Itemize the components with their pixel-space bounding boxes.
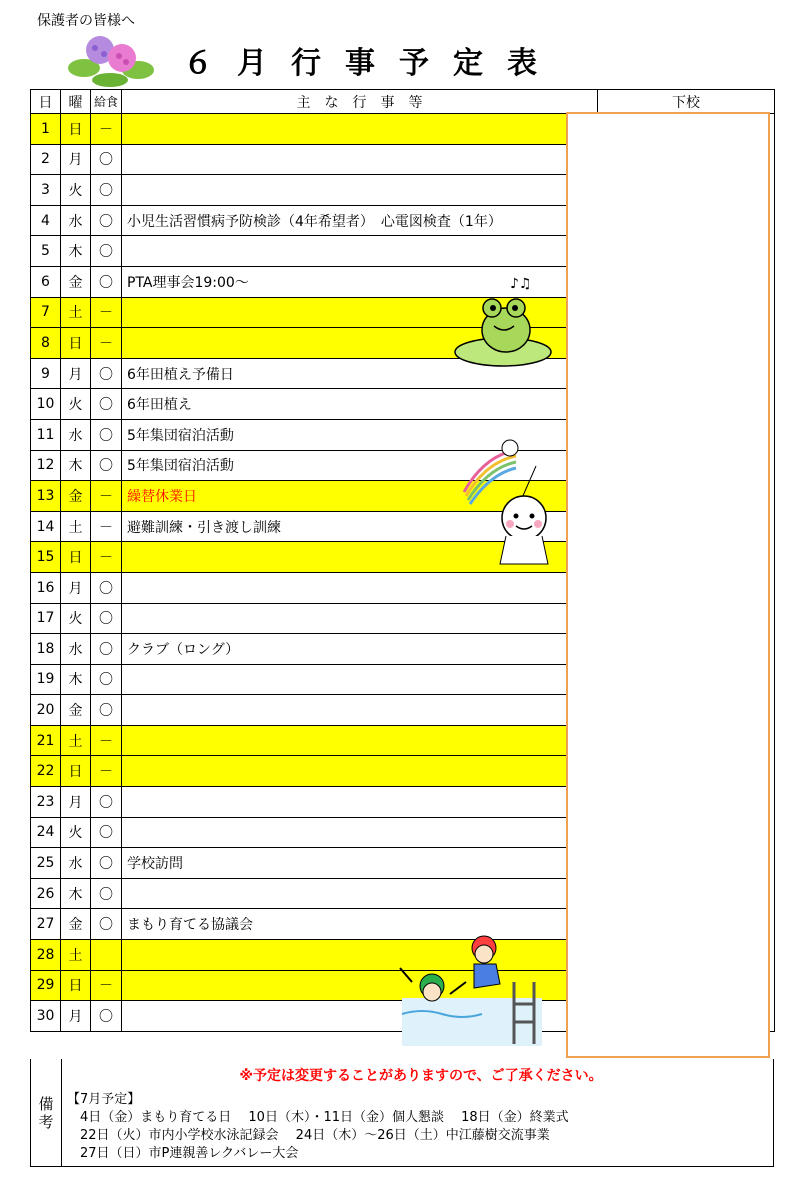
- dismissal-column: [566, 112, 770, 1058]
- weekday-cell: 金: [61, 909, 91, 940]
- day-cell: 7: [31, 297, 61, 328]
- day-cell: 5: [31, 236, 61, 267]
- event-cell: [122, 695, 598, 726]
- day-cell: 10: [31, 389, 61, 420]
- event-cell: まもり育てる協議会: [122, 909, 598, 940]
- day-cell: 15: [31, 542, 61, 573]
- weekday-cell: 日: [61, 756, 91, 787]
- day-cell: 16: [31, 572, 61, 603]
- event-cell: [122, 878, 598, 909]
- day-cell: 20: [31, 695, 61, 726]
- event-cell: 学校訪問: [122, 848, 598, 879]
- lunch-cell: －: [91, 725, 122, 756]
- weekday-cell: 土: [61, 297, 91, 328]
- lunch-cell: －: [91, 114, 122, 145]
- day-cell: 22: [31, 756, 61, 787]
- page-title: ６月行事予定表: [183, 46, 561, 81]
- lunch-cell: 〇: [91, 848, 122, 879]
- col-header-dismissal: 下校: [598, 90, 775, 114]
- lunch-cell: 〇: [91, 817, 122, 848]
- event-cell: [122, 144, 598, 175]
- lunch-cell: －: [91, 756, 122, 787]
- weekday-cell: 月: [61, 572, 91, 603]
- notes-label-2: 考: [38, 1112, 54, 1131]
- lunch-cell: －: [91, 511, 122, 542]
- lunch-cell: 〇: [91, 603, 122, 634]
- lunch-cell: 〇: [91, 664, 122, 695]
- event-cell: [122, 664, 598, 695]
- col-header-events: 主 な 行 事 等: [122, 90, 598, 114]
- lunch-cell: 〇: [91, 909, 122, 940]
- event-cell: [122, 787, 598, 818]
- weekday-cell: 日: [61, 114, 91, 145]
- day-cell: 14: [31, 511, 61, 542]
- svg-text:♪♫: ♪♫: [510, 276, 532, 292]
- day-cell: 26: [31, 878, 61, 909]
- day-cell: 17: [31, 603, 61, 634]
- lunch-cell: 〇: [91, 358, 122, 389]
- lunch-cell: 〇: [91, 419, 122, 450]
- weekday-cell: 火: [61, 603, 91, 634]
- event-cell: 5年集団宿泊活動: [122, 419, 598, 450]
- greeting: 保護者の皆様へ: [37, 13, 135, 29]
- lunch-cell: 〇: [91, 787, 122, 818]
- day-cell: 1: [31, 114, 61, 145]
- lunch-cell: －: [91, 481, 122, 512]
- weekday-cell: 木: [61, 878, 91, 909]
- july-heading: 【7月予定】: [67, 1092, 141, 1107]
- weekday-cell: 土: [61, 940, 91, 971]
- lunch-cell: 〇: [91, 175, 122, 206]
- event-cell: 6年田植え: [122, 389, 598, 420]
- day-cell: 13: [31, 481, 61, 512]
- teru-teru-bozu-icon: [456, 436, 566, 580]
- lunch-cell: 〇: [91, 634, 122, 665]
- day-cell: 3: [31, 175, 61, 206]
- event-cell: [122, 114, 598, 145]
- lunch-cell: 〇: [91, 695, 122, 726]
- lunch-cell: 〇: [91, 572, 122, 603]
- weekday-cell: 水: [61, 634, 91, 665]
- event-cell: [122, 756, 598, 787]
- july-schedule: [67, 1091, 569, 1163]
- july-line-2: 22日（火）市内小学校水泳記録会 24日（木）～26日（土）中江藤樹交流事業: [67, 1128, 550, 1143]
- weekday-cell: 月: [61, 1001, 91, 1032]
- day-cell: 25: [31, 848, 61, 879]
- day-cell: 2: [31, 144, 61, 175]
- weekday-cell: 火: [61, 817, 91, 848]
- event-cell: 繰替休業日: [122, 481, 598, 512]
- event-cell: 小児生活習慣病予防検診（4年希望者） 心電図検査（1年）: [122, 205, 598, 236]
- july-line-1: 4日（金）まもり育てる日 10日（木）・11日（金）個人懇談 18日（金）終業式: [67, 1110, 569, 1125]
- weekday-cell: 火: [61, 175, 91, 206]
- day-cell: 9: [31, 358, 61, 389]
- day-cell: 8: [31, 328, 61, 359]
- day-cell: 23: [31, 787, 61, 818]
- event-cell: 5年集団宿泊活動: [122, 450, 598, 481]
- weekday-cell: 月: [61, 787, 91, 818]
- notes-section: [30, 1059, 774, 1167]
- day-cell: 11: [31, 419, 61, 450]
- lunch-cell: 〇: [91, 266, 122, 297]
- event-cell: [122, 175, 598, 206]
- notes-label: [31, 1059, 62, 1166]
- weekday-cell: 金: [61, 695, 91, 726]
- weekday-cell: 木: [61, 450, 91, 481]
- weekday-cell: 水: [61, 848, 91, 879]
- lunch-cell: [91, 940, 122, 971]
- lunch-cell: 〇: [91, 389, 122, 420]
- lunch-cell: 〇: [91, 1001, 122, 1032]
- event-cell: [122, 817, 598, 848]
- event-cell: [122, 236, 598, 267]
- day-cell: 18: [31, 634, 61, 665]
- weekday-cell: 月: [61, 144, 91, 175]
- weekday-cell: 木: [61, 664, 91, 695]
- lunch-cell: 〇: [91, 205, 122, 236]
- weekday-cell: 土: [61, 511, 91, 542]
- event-cell: 避難訓練・引き渡し訓練: [122, 511, 598, 542]
- day-cell: 6: [31, 266, 61, 297]
- day-cell: 12: [31, 450, 61, 481]
- lunch-cell: －: [91, 297, 122, 328]
- weekday-cell: 木: [61, 236, 91, 267]
- weekday-cell: 火: [61, 389, 91, 420]
- frog-icon: [448, 272, 568, 382]
- day-cell: 4: [31, 205, 61, 236]
- weekday-cell: 金: [61, 481, 91, 512]
- july-line-3: 27日（日）市P連親善レクバレー大会: [67, 1146, 299, 1161]
- lunch-cell: －: [91, 328, 122, 359]
- weekday-cell: 金: [61, 266, 91, 297]
- day-cell: 28: [31, 940, 61, 971]
- day-cell: 27: [31, 909, 61, 940]
- lunch-cell: 〇: [91, 236, 122, 267]
- weekday-cell: 月: [61, 358, 91, 389]
- weekday-cell: 水: [61, 419, 91, 450]
- col-header-lunch: 給食: [91, 90, 122, 114]
- col-header-day: 日: [31, 90, 61, 114]
- event-cell: [122, 725, 598, 756]
- weekday-cell: 日: [61, 542, 91, 573]
- event-cell: PTA理事会19:00～: [122, 266, 598, 297]
- weekday-cell: 水: [61, 205, 91, 236]
- event-cell: 6年田植え予備日: [122, 358, 598, 389]
- weekday-cell: 日: [61, 970, 91, 1001]
- event-cell: クラブ（ロング）: [122, 634, 598, 665]
- col-header-dow: 曜: [61, 90, 91, 114]
- hydrangea-icon: [64, 30, 156, 88]
- day-cell: 30: [31, 1001, 61, 1032]
- day-cell: 21: [31, 725, 61, 756]
- lunch-cell: 〇: [91, 878, 122, 909]
- day-cell: 29: [31, 970, 61, 1001]
- day-cell: 24: [31, 817, 61, 848]
- event-cell: [122, 603, 598, 634]
- change-notice: ※予定は変更することがありますので、ご了承ください。: [239, 1068, 603, 1084]
- lunch-cell: 〇: [91, 144, 122, 175]
- lunch-cell: －: [91, 970, 122, 1001]
- notes-label-1: 備: [38, 1094, 54, 1113]
- swimming-children-icon: [392, 934, 562, 1049]
- weekday-cell: 土: [61, 725, 91, 756]
- lunch-cell: 〇: [91, 450, 122, 481]
- lunch-cell: －: [91, 542, 122, 573]
- day-cell: 19: [31, 664, 61, 695]
- weekday-cell: 日: [61, 328, 91, 359]
